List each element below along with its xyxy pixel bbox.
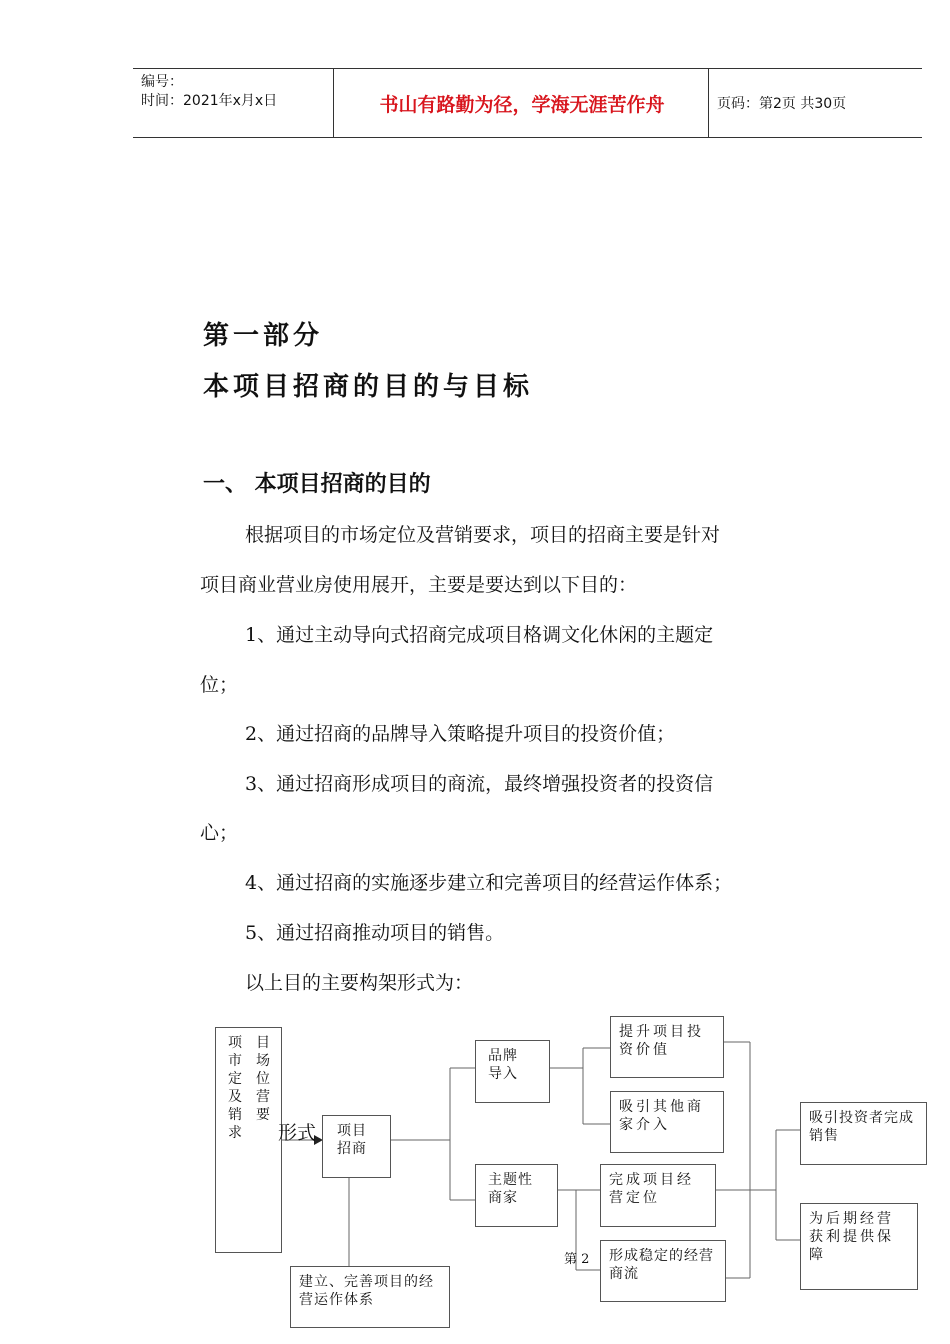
list-item-continued: 位；	[200, 674, 239, 696]
complete-positioning-box: 完成项目经营定位	[600, 1164, 716, 1227]
page-mark: 第 2	[564, 1252, 590, 1267]
paragraph: 项目商业营业房使用展开，主要是要达到以下目的：	[200, 574, 638, 596]
raise-value-box: 提升项目投资价值	[610, 1016, 724, 1078]
header-motto: 书山有路勤为径，学海无涯苦作舟	[379, 93, 665, 116]
form-label: 形式	[278, 1122, 317, 1144]
part-subtitle: 本项目招商的目的与目标	[203, 372, 534, 402]
list-item-continued: 心；	[200, 822, 239, 844]
attract-others-box: 吸引其他商家介入	[610, 1091, 724, 1153]
part-title: 第一部分	[203, 321, 324, 351]
section-heading: 一、 本项目招商的目的	[203, 472, 431, 497]
project-investment-box: 项目 招商	[322, 1115, 391, 1178]
paragraph: 根据项目的市场定位及营销要求，项目的招商主要是针对	[245, 524, 721, 546]
attract-investors-box: 吸引投资者完成销售	[800, 1102, 927, 1165]
list-item: 3、通过招商形成项目的商流，最终增强投资者的投资信	[245, 773, 714, 795]
list-item: 5、通过招商推动项目的销售。	[245, 922, 505, 944]
list-item: 1、通过主动导向式招商完成项目格调文化休闲的主题定	[245, 624, 714, 646]
number-label: 编号：	[141, 74, 183, 90]
page-info: 页码：第2页 共30页	[717, 96, 847, 112]
stable-flow-box: 形成稳定的经营商流	[600, 1240, 726, 1302]
time-label: 时间：2021年x月x日	[141, 93, 278, 109]
list-item: 2、通过招商的品牌导入策略提升项目的投资价值；	[245, 723, 676, 745]
theme-merchant-box: 主题性 商家	[475, 1164, 558, 1227]
paragraph: 以上目的主要构架形式为：	[245, 972, 474, 994]
market-text-col1: 项 市 定 及 销 求	[228, 1035, 243, 1141]
list-item: 4、通过招商的实施逐步建立和完善项目的经营运作体系；	[245, 872, 733, 894]
market-requirements-box	[215, 1027, 282, 1253]
guarantee-box: 为后期经营获利提供保障	[800, 1203, 918, 1290]
brand-import-box: 品牌 导入	[475, 1040, 550, 1103]
market-text-col2: 目 场 位 营 要	[256, 1035, 271, 1123]
build-system-box: 建立、完善项目的经营运作体系	[290, 1266, 450, 1328]
